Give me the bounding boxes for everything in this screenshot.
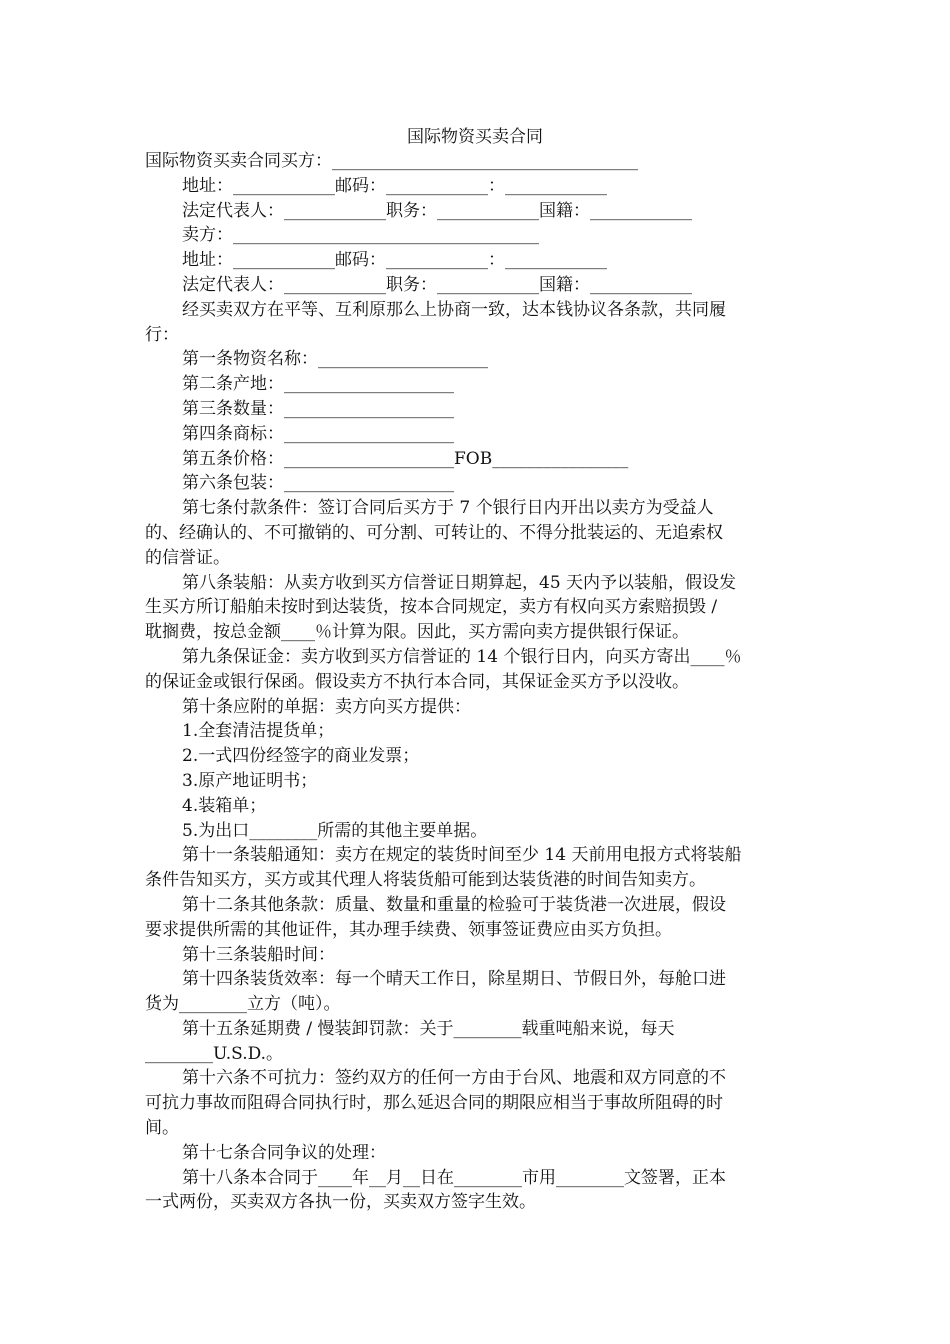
document-line: 第十二条其他条款：质量、数量和重量的检验可于装货港一次进展，假设	[182, 894, 726, 915]
document-line: 法定代表人：____________职务：____________国籍：____________	[182, 200, 692, 221]
document-body	[145, 149, 805, 1215]
document-line: 第五条价格：____________________FOB________________	[182, 448, 629, 469]
document-line: 第十条应附的单据：卖方向买方提供：	[182, 696, 471, 717]
document-line: 第二条产地：____________________	[182, 374, 454, 395]
document-line: 1.全套清洁提货单；	[182, 721, 335, 742]
document-line: 生买方所订船舶未按时到达装货，按本合同规定，卖方有权向买方索赔损毁 /	[145, 597, 718, 618]
document-line: 的、经确认的、不可撤销的、可分割、可转让的、不得分批装运的、无追索权	[145, 522, 723, 543]
document-line: 第十八条本合同于____年__月__日在________市用________文签署，正本	[182, 1167, 726, 1188]
document-line: 第十四条装货效率：每一个晴天工作日，除星期日、节假日外，每舱口进	[182, 969, 726, 990]
document-line: 3.原产地证明书；	[182, 770, 318, 791]
document-line: 4.装箱单；	[182, 795, 267, 816]
document-line: ________U.S.D.。	[145, 1043, 284, 1064]
document-line: 第十七条合同争议的处理：	[182, 1142, 386, 1163]
document-line: 货为________立方（吨）。	[145, 994, 341, 1015]
document-line: 第九条保证金：卖方收到买方信誉证的 14 个银行日内，向买方寄出____％	[182, 646, 742, 667]
document-title: 国际物资买卖合同	[407, 127, 543, 147]
document-line: 国际物资买卖合同买方：____________________________________	[145, 151, 638, 171]
document-line: 可抗力事故而阻碍合同执行时，那么延迟合同的期限应相当于事故所阻碍的时	[145, 1093, 723, 1114]
document-line: 卖方：____________________________________	[182, 225, 539, 246]
document-line: 地址：____________邮码：____________：____________	[182, 250, 607, 271]
document-line: 要求提供所需的其他证件，其办理手续费、领事签证费应由买方负担。	[145, 919, 672, 940]
document-line: 第十六条不可抗力：签约双方的任何一方由于台风、地震和双方同意的不	[182, 1068, 726, 1089]
document-line: 第八条装船：从卖方收到买方信誉证日期算起，45 天内予以装船，假设发	[182, 572, 737, 593]
document-line: 第四条商标：____________________	[182, 423, 454, 444]
document-line: 的信誉证。	[145, 547, 230, 568]
document-line: 间。	[145, 1118, 179, 1139]
document-line: 第十三条装船时间：	[182, 944, 335, 965]
document-line: 第七条付款条件：签订合同后买方于 7 个银行日内开出以卖方为受益人	[182, 498, 714, 519]
document-line: 地址：____________邮码：____________：____________	[182, 175, 607, 196]
document-line: 一式两份，买卖双方各执一份，买卖双方签字生效。	[145, 1192, 536, 1213]
document-line: 第六条包装：____________________	[182, 473, 454, 494]
document-line: 2.一式四份经签字的商业发票；	[182, 746, 420, 767]
document-line: 法定代表人：____________职务：____________国籍：____________	[182, 274, 692, 295]
document-line: 条件告知买方，买方或其代理人将装货船可能到达装货港的时间告知卖方。	[145, 870, 706, 891]
document-line: 第一条物资名称：____________________	[182, 349, 488, 370]
document-line: 第十一条装船通知：卖方在规定的装货时间至少 14 天前用电报方式将装船	[182, 845, 742, 866]
document-line: 行：	[145, 324, 179, 345]
document-line: 的保证金或银行保函。假设卖方不执行本合同，其保证金买方予以没收。	[145, 671, 689, 692]
document-line: 第十五条延期费 / 慢装卸罚款：关于________载重吨船来说，每天	[182, 1018, 675, 1039]
document-line: 耽搁费，按总金额____％计算为限。因此，买方需向卖方提供银行保证。	[145, 622, 689, 643]
document-line: 第三条数量：____________________	[182, 398, 454, 419]
document-line: 5.为出口________所需的其他主要单据。	[182, 820, 488, 841]
document-line: 经买卖双方在平等、互利原那么上协商一致，达本钱协议各条款，共同履	[182, 299, 726, 320]
